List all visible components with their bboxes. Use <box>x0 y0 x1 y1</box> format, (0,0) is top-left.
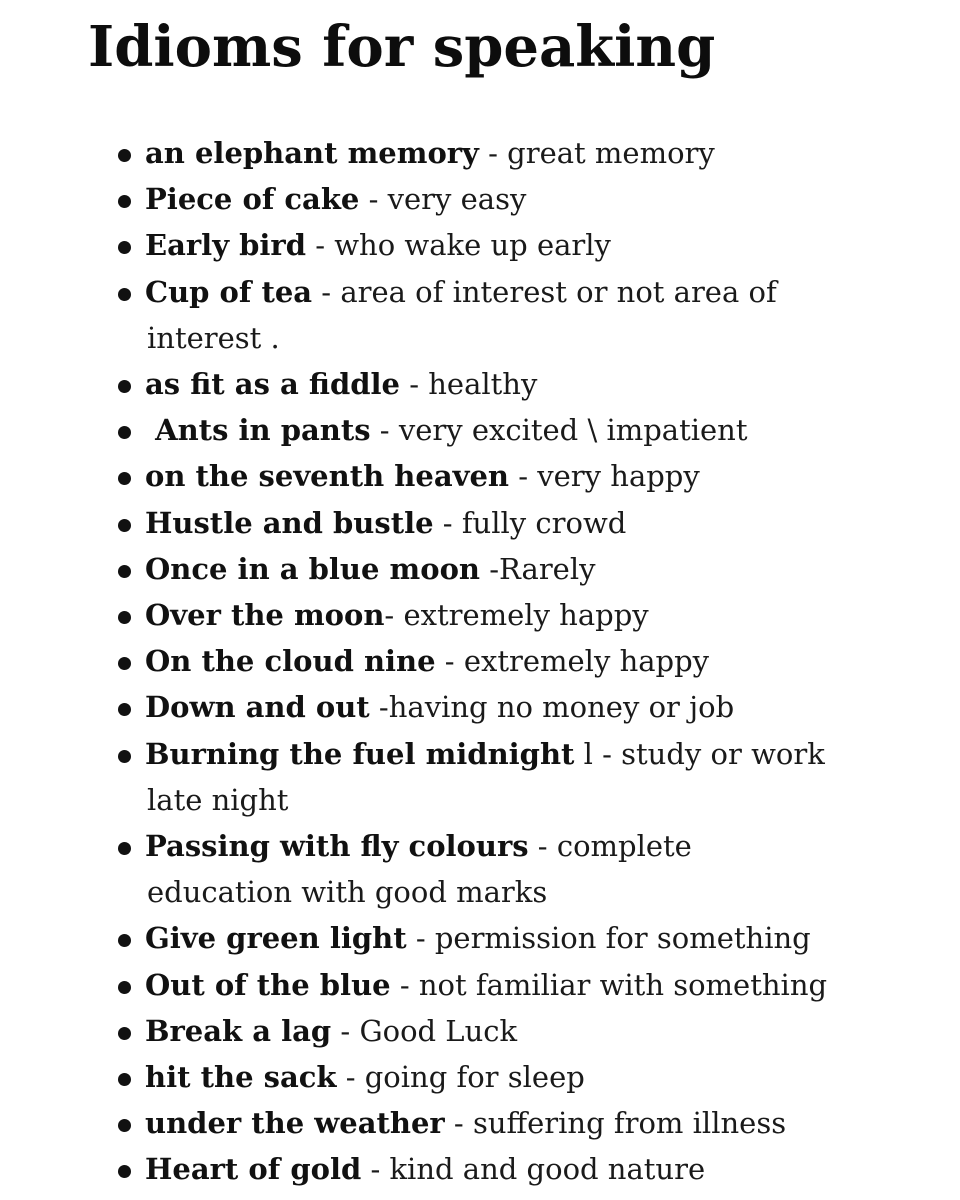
bullet-icon <box>118 565 131 578</box>
idiom-term: Early bird <box>145 228 306 263</box>
bullet-icon <box>118 703 131 716</box>
list-item <box>118 130 938 176</box>
list-item <box>118 684 938 730</box>
idiom-meaning: -Rarely <box>480 551 596 586</box>
idiom-term: hit the sack <box>145 1060 337 1095</box>
idiom-term: Passing with fly colours <box>145 829 529 864</box>
list-item <box>118 1146 938 1192</box>
list-item <box>118 1100 938 1146</box>
idiom-term: Ants in pants <box>145 413 371 448</box>
idiom-term: Once in a blue moon <box>145 551 481 586</box>
list-item <box>118 731 938 823</box>
list-item <box>118 269 938 361</box>
idiom-meaning: - healthy <box>400 367 538 402</box>
bullet-icon <box>118 1073 131 1086</box>
bullet-icon <box>118 1165 131 1178</box>
idiom-meaning: - going for sleep <box>336 1060 585 1095</box>
idiom-meaning: - complete <box>528 829 692 864</box>
bullet-icon <box>118 472 131 485</box>
bullet-icon <box>118 149 131 162</box>
list-item <box>118 176 938 222</box>
idiom-meaning: l - study or work <box>574 736 825 771</box>
idiom-term: Hustle and bustle <box>145 505 434 540</box>
list-item <box>118 222 938 268</box>
idiom-term: under the weather <box>145 1106 445 1141</box>
bullet-icon <box>118 611 131 624</box>
idiom-meaning: - extremely happy <box>384 598 649 633</box>
idiom-term: Over the moon <box>145 598 385 633</box>
idiom-term: an elephant memory <box>145 136 479 170</box>
bullet-icon <box>118 750 131 763</box>
list-item <box>118 823 938 915</box>
bullet-icon <box>118 657 131 670</box>
idiom-meaning: - very happy <box>509 459 700 494</box>
idiom-meaning: - suffering from illness <box>444 1106 787 1141</box>
idiom-term: Break a lag <box>145 1013 332 1048</box>
bullet-icon <box>118 426 131 439</box>
list-item <box>118 500 938 546</box>
idiom-meaning: - very excited \ impatient <box>370 413 748 448</box>
idiom-meaning: - fully crowd <box>433 505 627 540</box>
idiom-term: as fit as a fiddle <box>145 367 400 402</box>
idiom-term: Burning the fuel midnight <box>145 736 575 771</box>
list-item <box>118 361 938 407</box>
idiom-meaning: - extremely happy <box>435 644 710 679</box>
idiom-term: Give green light <box>145 921 407 956</box>
idiom-meaning: - who wake up early <box>306 228 611 263</box>
list-item <box>118 407 938 453</box>
idiom-term: Out of the blue <box>145 967 391 1002</box>
idiom-meaning-continued: late night <box>147 782 289 817</box>
idiom-meaning-continued: education with good marks <box>147 875 548 910</box>
idiom-meaning: - kind and good nature <box>361 1152 706 1187</box>
bullet-icon <box>118 288 131 301</box>
bullet-icon <box>118 1119 131 1132</box>
idiom-meaning: - not familiar with something <box>390 967 828 1002</box>
bullet-icon <box>118 981 131 994</box>
bullet-icon <box>118 241 131 254</box>
bullet-icon <box>118 519 131 532</box>
list-item <box>118 1054 938 1100</box>
bullet-icon <box>118 195 131 208</box>
idiom-term: On the cloud nine <box>145 644 436 679</box>
list-item <box>118 638 938 684</box>
idiom-meaning: -having no money or job <box>369 690 735 725</box>
list-item <box>118 962 938 1008</box>
page-title: Idioms for speaking <box>88 14 716 80</box>
idiom-list <box>118 130 938 1193</box>
list-item <box>118 915 938 961</box>
bullet-icon <box>118 842 131 855</box>
bullet-icon <box>118 1027 131 1040</box>
bullet-icon <box>118 934 131 947</box>
list-item <box>118 592 938 638</box>
idiom-term: Heart of gold <box>145 1152 362 1187</box>
list-item <box>118 1008 938 1054</box>
idiom-term: on the seventh heaven <box>145 459 510 494</box>
idiom-term: Down and out <box>145 690 370 725</box>
idiom-meaning: - great memory <box>478 136 715 170</box>
list-item <box>118 453 938 499</box>
idiom-meaning: - very easy <box>359 182 527 217</box>
idiom-meaning: - area of interest or not area of <box>312 274 777 309</box>
idiom-term: Piece of cake <box>145 182 360 217</box>
bullet-icon <box>118 380 131 393</box>
idiom-term: Cup of tea <box>145 274 313 309</box>
idiom-meaning: - permission for something <box>406 921 811 956</box>
list-item <box>118 546 938 592</box>
idiom-meaning-continued: interest . <box>147 320 280 355</box>
idiom-meaning: - Good Luck <box>331 1013 518 1048</box>
